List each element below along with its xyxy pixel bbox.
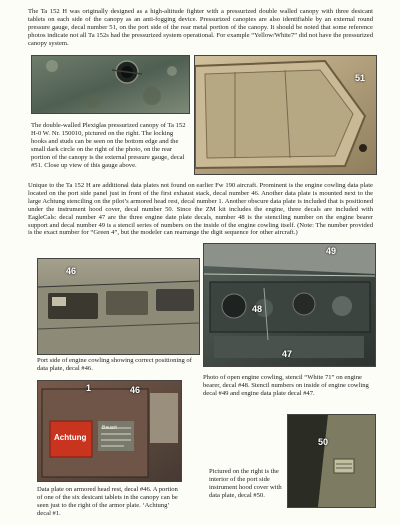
engine-open-image — [204, 244, 375, 366]
cowling-side-image — [38, 259, 199, 354]
achtung-plate-text: Achtung — [54, 433, 87, 442]
hood-image — [288, 415, 375, 507]
canopy-caption: The double-walled Plexiglas pressurized canopy of Ta 152 H-0 W. Nr. 150010, pictured on the right. The locking hooks and studs can be seen on the bottom edge and the small dark circle on the right of the photo, on the rear portion of the canopy is the external pressure gauge, decal #51. Close up view of this gauge above. — [31, 122, 186, 169]
body-paragraph: Unique to the Ta 152 H are additional data plates not found on earlier Fw 190 aircraft. Prominent is the engine cowling data plate located on the port side panel just in front of the first exhaust stack, decal number 46. Another data plate is mounted next to the large Achtung stenciling on the pilot’s armored head rest, decal number 1. Another obscure data plate is included that is positioned under the instrument hood cover, decal number 50. Since the ZM kit includes the engine, three decals are included with EagleCals: decal number 47 are the three engine date plate decals, number 48 is the stenciling number on the engine bearer support and decal number 49 is a stencil series of numbers on the inside of the engine cowling itself. (Note: The number provided is the exact number for “Green 4”, but the modeler can rearrange the digit sequence for other aircraft.) — [28, 182, 373, 237]
engine-mid-decal-label: 48 — [252, 304, 263, 314]
data-plate-text: Bauart — [102, 425, 117, 431]
hood-photo — [287, 414, 376, 508]
headrest-decal-1-label: 1 — [86, 383, 92, 393]
cowling-side-photo — [37, 258, 200, 355]
canopy-decal-label: 51 — [355, 73, 366, 83]
engine-top-decal-label: 49 — [326, 246, 337, 256]
engine-open-photo — [203, 243, 376, 367]
canopy-image — [195, 56, 376, 174]
engine-bottom-decal-label: 47 — [282, 349, 293, 359]
headrest-decal-46-label: 46 — [130, 385, 141, 395]
gauge-photo — [31, 55, 190, 114]
gauge-image — [32, 56, 189, 113]
hood-decal-label: 50 — [318, 437, 329, 447]
cowling-decal-label: 46 — [66, 266, 77, 276]
hood-caption: Pictured on the right is the interior of the port side instrument hood cover with data plate, decal #50. — [209, 468, 282, 499]
canopy-photo — [194, 55, 377, 175]
intro-paragraph: The Ta 152 H was originally designed as a high-altitude fighter with a pressurized double walled canopy with three desicant tablets on each side of the canopy as an anti-fogging device. Pressurized canopies are also identifiable by an external round pressure gauge, decal number 51, on the port side of the rear metal portion of the canopy. It should be noted that some reference photos indicate not all Ta 152s had the pressurized system operational. For example “Yellow/White7” did not have the pressurized canopy system. — [28, 8, 373, 47]
headrest-photo — [37, 380, 182, 482]
cowling-side-caption: Port side of engine cowling showing correct positioning of data plate, decal #46. — [37, 357, 192, 372]
headrest-image — [38, 381, 181, 481]
headrest-caption: Data plate on armored head rest, decal #46. A portion of one of the six desicant tablets in the canopy can be seen just to the right of the armor plate. ‘Achtung’ decal #1. — [37, 486, 178, 517]
engine-open-caption: Photo of open engine cowling, stencil “White 71” on engine bearer, decal #48. Stencil numbers on inside of engine cowling decal #49 and engine data plate decal #47. — [203, 374, 369, 397]
